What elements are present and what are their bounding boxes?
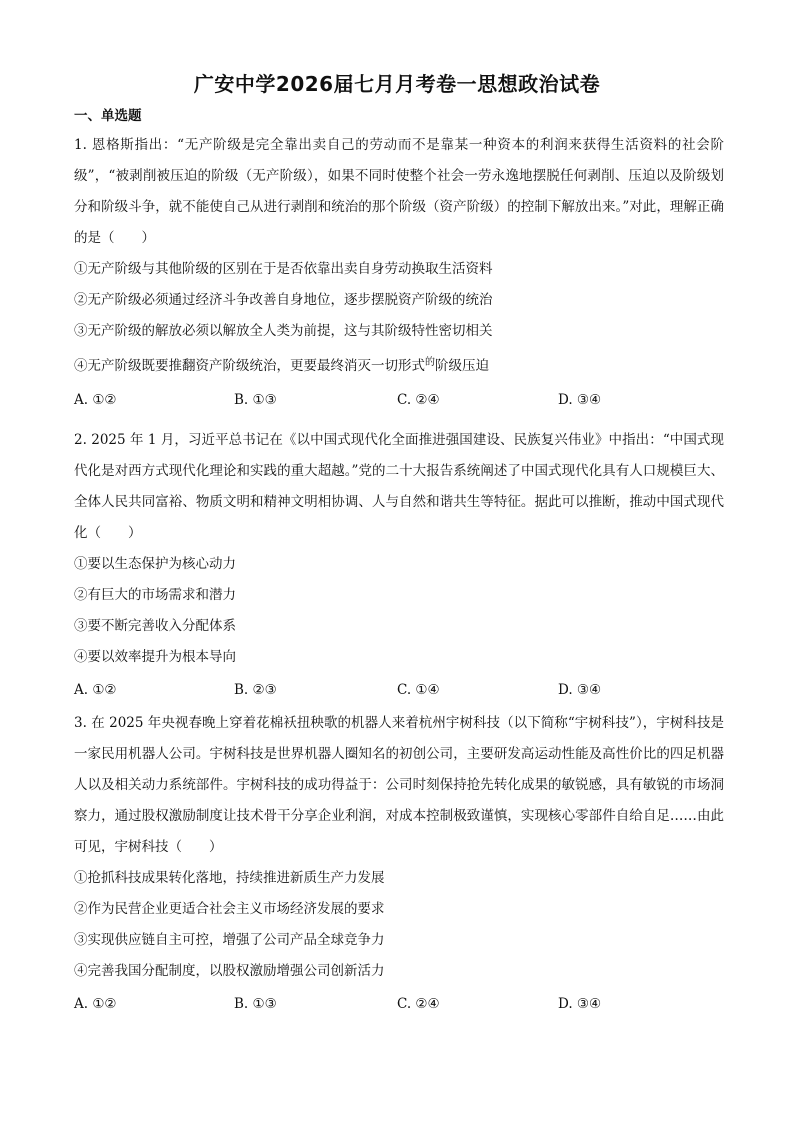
question-1 bbox=[74, 130, 724, 416]
question-3-option-3: ③实现供应链自主可控，增强了公司产品全球竞争力 bbox=[74, 932, 385, 948]
question-1-choice-a: A. ①② bbox=[74, 392, 117, 408]
question-2-option-1: ①要以生态保护为核心动力 bbox=[74, 556, 236, 572]
question-1-option-1: ①无产阶级与其他阶级的区别在于是否依靠出卖自身劳动换取生活资料 bbox=[74, 261, 493, 277]
question-1-option-3: ③无产阶级的解放必须以解放全人类为前提，这与其阶级特性密切相关 bbox=[74, 323, 493, 339]
question-2-choice-a: A. ①② bbox=[74, 682, 117, 698]
question-1-option-4 bbox=[74, 351, 724, 383]
question-3-stem: 3. 在 2025 年央视春晚上穿着花棉袄扭秧歌的机器人来着杭州宇树科技（以下简称“宇树科技”），宇树科技是一家民用机器人公司。宇树科技是世界机器人圈知名的初创公司，主要研发高运动性能及高性价比的四足机器人以及相关动力系统部件。宇树科技的成功得益于：公司时刻保持抢先转化成果的敏锐感，具有敏锐的市场洞察力，通过股权激励制度让技术骨干分享企业利润，对成本控制极致谨慎，实现核心零部件自给自足……由此可见，宇树科技（ ） bbox=[74, 715, 724, 855]
question-3-option-1: ①抢抓科技成果转化落地，持续推进新质生产力发展 bbox=[74, 870, 385, 886]
question-1-choices bbox=[74, 385, 724, 416]
question-2-choice-d: D. ③④ bbox=[558, 682, 602, 698]
question-3-choice-c: C. ②④ bbox=[397, 996, 440, 1012]
question-1-option-4-tail: 阶级压迫 bbox=[435, 358, 489, 374]
question-2-stem: 2. 2025 年 1 月，习近平总书记在《以中国式现代化全面推进强国建设、民族复兴伟业》中指出：“中国式现代化是对西方式现代化理论和实践的重大超越。”党的二十大报告系统阐述了中国式现代化具有人口规模巨大、全体人民共同富裕、物质文明和精神文明相协调、人与自然和谐共生等特征。据此可以推断，推动中国式现代化（ ） bbox=[74, 432, 724, 541]
question-1-choice-b: B. ①③ bbox=[234, 392, 277, 408]
question-3-choice-b: B. ①③ bbox=[234, 996, 277, 1012]
question-3-choices bbox=[74, 989, 724, 1020]
question-2-choices bbox=[74, 675, 724, 706]
question-3-option-4: ④完善我国分配制度，以股权激励增强公司创新活力 bbox=[74, 963, 385, 979]
question-3-choice-a: A. ①② bbox=[74, 996, 117, 1012]
question-1-option-2: ②无产阶级必须通过经济斗争改善自身地位，逐步摆脱资产阶级的统治 bbox=[74, 292, 493, 308]
question-3 bbox=[74, 708, 724, 1020]
question-1-option-4-text: ④无产阶级既要推翻资产阶级统治，更要最终消灭一切形式 bbox=[74, 358, 425, 374]
question-2 bbox=[74, 425, 724, 706]
question-2-option-3: ③要不断完善收入分配体系 bbox=[74, 618, 236, 634]
question-2-choice-c: C. ①④ bbox=[397, 682, 440, 698]
question-1-stem: 1. 恩格斯指出：“无产阶级是完全靠出卖自己的劳动而不是靠某一种资本的利润来获得生活资料的社会阶级”，“被剥削被压迫的阶级（无产阶级），如果不同时使整个社会一劳永逸地摆脱任何剥削、压迫以及阶级划分和阶级斗争，就不能使自己从进行剥削和统治的那个阶级（资产阶级）的控制下解放出来。”对此，理解正确的是（ ） bbox=[74, 137, 724, 246]
question-2-choice-b: B. ②③ bbox=[234, 682, 277, 698]
question-1-option-4-superscript: 的 bbox=[425, 357, 435, 368]
question-1-choice-c: C. ②④ bbox=[397, 392, 440, 408]
page-title: 广安中学2026届七月月考卷一思想政治试卷 bbox=[193, 72, 601, 96]
question-3-choice-d: D. ③④ bbox=[558, 996, 602, 1012]
question-3-option-2: ②作为民营企业更适合社会主义市场经济发展的要求 bbox=[74, 901, 385, 917]
question-2-option-2: ②有巨大的市场需求和潜力 bbox=[74, 587, 236, 603]
question-1-choice-d: D. ③④ bbox=[558, 392, 602, 408]
question-2-option-4: ④要以效率提升为根本导向 bbox=[74, 649, 236, 665]
section-heading: 一、单选题 bbox=[74, 108, 142, 124]
